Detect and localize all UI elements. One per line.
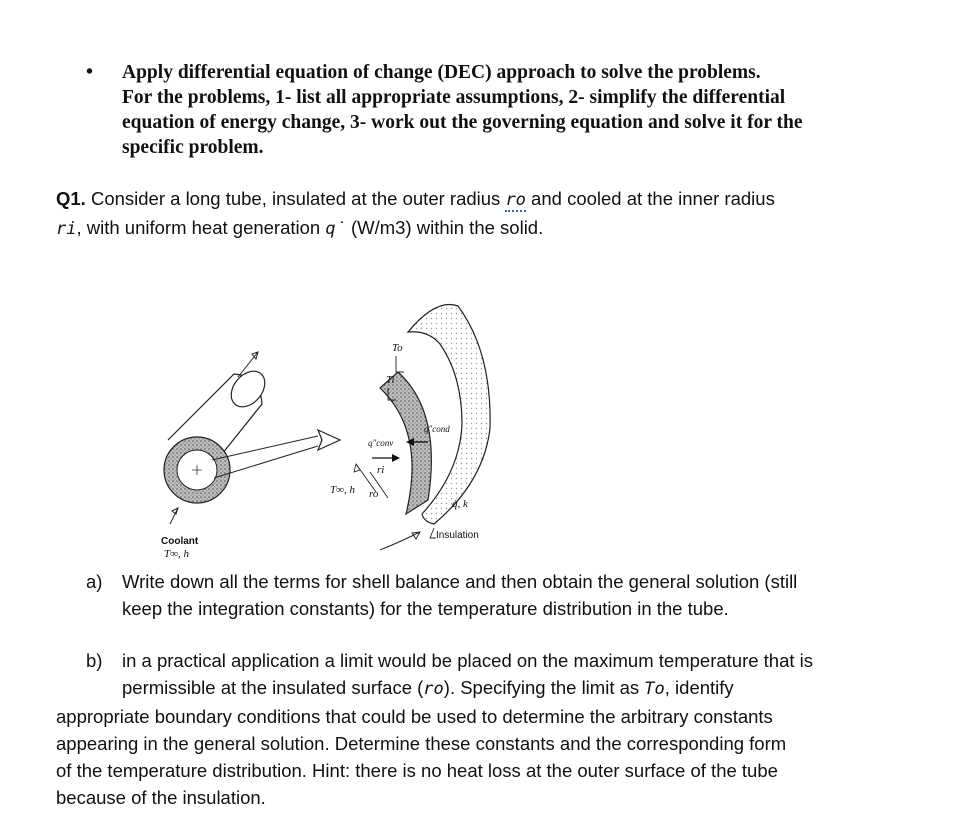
part-b-line	[122, 674, 936, 703]
part-a-line: Write down all the terms for shell balance and then obtain the general solution (still	[122, 571, 798, 592]
ro-variable: ro	[505, 190, 526, 210]
part-b-line: in a practical application a limit would be placed on the maximum temperature that is	[122, 650, 814, 671]
ro-label: ro	[369, 488, 379, 500]
part-b-text: ). Specifying the limit as	[443, 677, 645, 698]
q-conv-label: q″conv	[368, 438, 394, 448]
part-b	[56, 647, 936, 811]
to-label: To	[392, 342, 403, 354]
instruction-line: equation of energy change, 3- work out the governing equation and solve it for the	[122, 112, 803, 133]
instructions-block	[86, 60, 916, 160]
to-leader	[396, 356, 404, 372]
qdot-variable: q̇	[325, 219, 346, 239]
q-k-label: q̇, k	[452, 498, 468, 510]
coolant-sub-label: T∞, h	[164, 548, 189, 560]
question-1-line-2	[56, 214, 916, 243]
q1-text: and cooled at the inner radius	[525, 188, 775, 209]
question-label: Q1.	[56, 188, 86, 209]
part-b-line: appropriate boundary conditions that could be used to determine the arbitrary constants	[56, 706, 773, 727]
q-conv-arrowhead-icon	[392, 454, 400, 462]
q-cond-label: q″cond	[424, 424, 450, 434]
part-a-line: keep the integration constants) for the temperature distribution in the tube.	[122, 598, 729, 619]
instruction-line: For the problems, 1- list all appropriate assumptions, 2- simplify the differential	[122, 87, 786, 108]
part-b-line: of the temperature distribution. Hint: there is no heat loss at the outer surface of the tube	[56, 760, 778, 781]
part-b-line: because of the insulation.	[56, 787, 266, 808]
t-inf-h-label: T∞, h	[330, 484, 355, 496]
part-a-tag: a)	[86, 571, 103, 592]
coolant-arrow-icon	[172, 508, 178, 514]
ti-label: Ti	[386, 374, 395, 386]
tube-diagram	[140, 292, 560, 564]
tube-figure	[140, 292, 560, 564]
zoom-arrow-icon	[318, 430, 340, 450]
instruction-line: specific problem.	[122, 137, 264, 158]
part-b-line: appearing in the general solution. Determine these constants and the corresponding form	[56, 733, 787, 754]
q1-text: (W/m3) within the solid.	[345, 217, 544, 238]
question-1-line-1	[56, 185, 916, 214]
part-b-text: permissible at the insulated surface (	[122, 677, 424, 698]
ro-variable: ro	[423, 679, 444, 699]
ri-variable: ri	[56, 219, 77, 239]
to-variable: To	[644, 679, 665, 699]
coolant-label: Coolant	[161, 536, 199, 547]
question-1	[56, 185, 916, 243]
radius-arrow-icon	[354, 464, 360, 472]
part-b-tag: b)	[86, 650, 103, 671]
bullet-icon: •	[86, 61, 94, 83]
q1-text: , with uniform heat generation	[76, 217, 326, 238]
part-a	[56, 568, 936, 622]
insulation-label: Insulation	[436, 530, 479, 541]
instruction-line: Apply differential equation of change (DEC) approach to solve the problems.	[122, 62, 761, 83]
radius-arc	[380, 532, 420, 550]
q1-text: Consider a long tube, insulated at the outer radius	[85, 188, 506, 209]
ri-label: ri	[377, 464, 385, 476]
part-b-text: , identify	[664, 677, 734, 698]
instructions-lines	[122, 60, 916, 160]
